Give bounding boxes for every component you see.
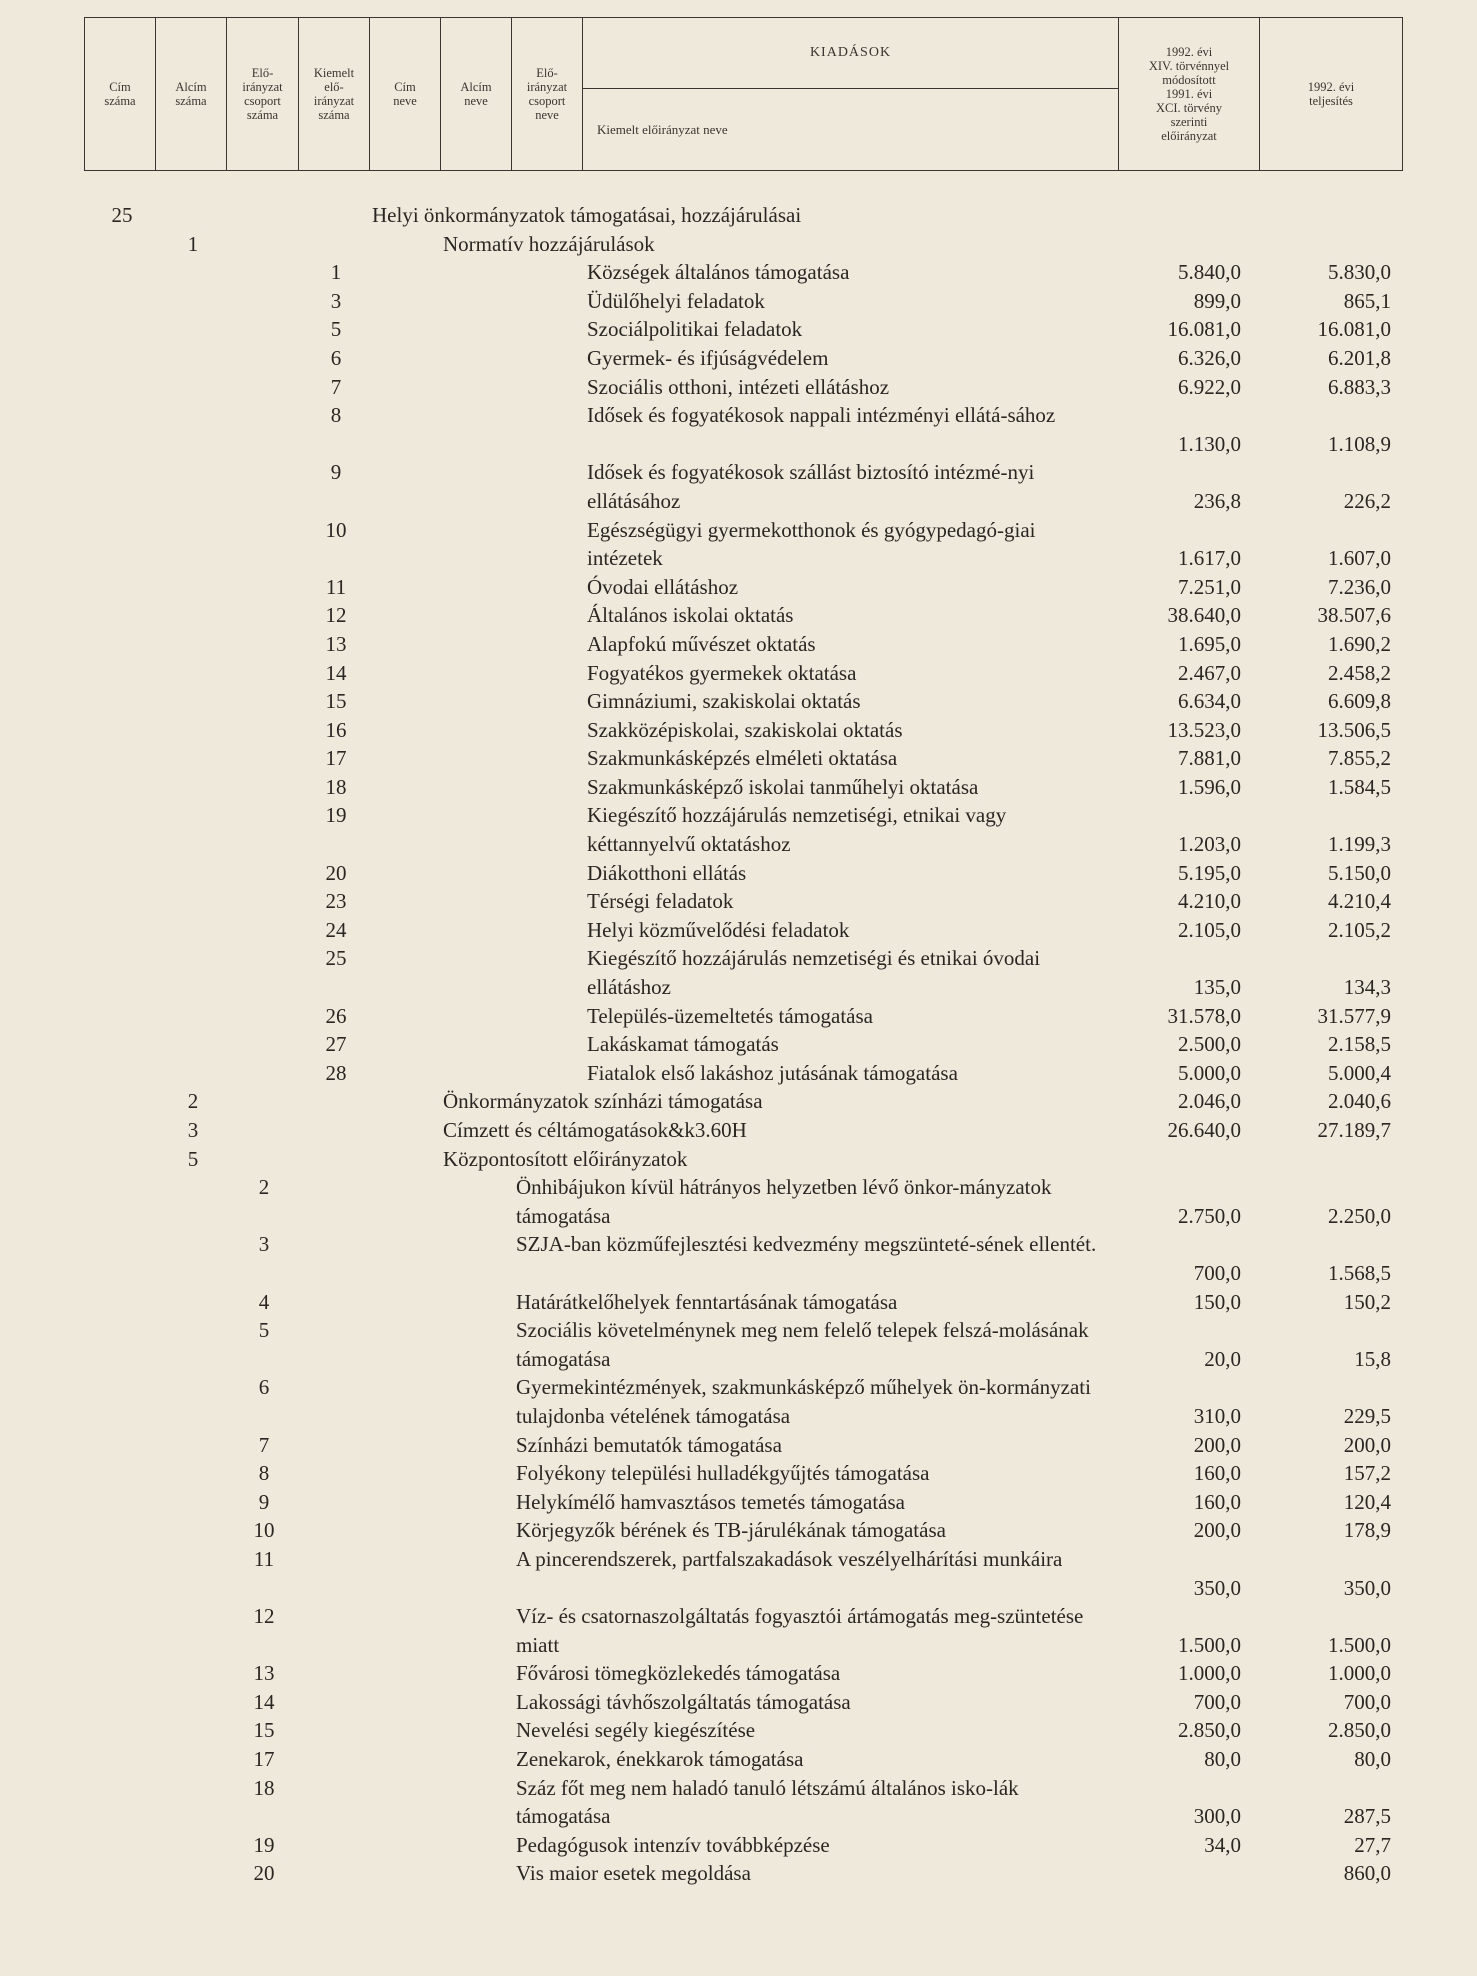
item-name-cell: Kiegészítő hozzájárulás nemzetiségi, etnikai vagy kéttannyelvű oktatáshoz [587,803,1007,857]
table-row [0,201,1477,230]
teljesites-value: 5.000,4 [1328,1060,1391,1085]
table-row [0,1030,1477,1059]
item-name-cell: Fővárosi tömegközlekedés támogatása [516,1661,841,1686]
table-row [0,1288,1477,1317]
eloiranyzat-value: 1.000,0 [1178,1661,1241,1686]
table-row [0,1459,1477,1488]
header-eloiranyzat-1991: 1992. évi XIV. törvénnyel módosított 1991. évi XCI. törvény szerinti előirányzat [1119,18,1260,171]
eloiranyzat-value: 700,0 [1193,1689,1241,1714]
eloiranyzat-value: 899,0 [1193,288,1241,313]
eloiranyzat-value: 1.695,0 [1178,631,1241,656]
kiemelt-szama-cell: 17 [325,746,347,771]
header-kiemelt-eloiranyzat-neve: Kiemelt előirányzat neve [583,89,1119,171]
eloiranyzat-value: 2.850,0 [1178,1718,1241,1743]
teljesites-value: 134,3 [1343,975,1391,1000]
teljesites-value: 7.236,0 [1328,574,1391,599]
kiemelt-szama-cell: 18 [325,774,347,799]
table-row [0,1145,1477,1174]
item-name-cell: Folyékony települési hulladékgyűjtés támogatása [516,1461,930,1486]
item-name-cell: Idősek és fogyatékosok nappali intézményi ellátá-sához [587,403,1056,428]
eloiranyzat-value: 200,0 [1193,1432,1241,1457]
item-name-cell: A pincerendszerek, partfalszakadások veszélyelhárítási munkáira [516,1546,1063,1571]
table-row [0,887,1477,916]
teljesites-value: 13.506,5 [1317,717,1391,742]
csoport-szama-cell: 2 [258,1175,270,1200]
table-row [0,1745,1477,1774]
csoport-szama-cell: 4 [258,1289,270,1314]
csoport-szama-cell: 14 [253,1689,275,1714]
alcim-szama-cell: 1 [187,231,199,256]
teljesites-value: 16.081,0 [1317,317,1391,342]
item-name-cell: Száz főt meg nem haladó tanuló létszámú általános isko-lák támogatása [516,1775,1019,1829]
item-name-cell: Lakáskamat támogatás [587,1032,779,1057]
teljesites-value: 120,4 [1343,1489,1391,1514]
teljesites-value: 287,5 [1343,1804,1391,1829]
eloiranyzat-value: 6.922,0 [1178,374,1241,399]
table-row [0,744,1477,773]
item-name-cell: Vis maior esetek megoldása [516,1861,751,1886]
teljesites-value: 27.189,7 [1317,1118,1391,1142]
csoport-szama-cell: 3 [258,1232,270,1257]
eloiranyzat-value: 5.000,0 [1178,1060,1241,1085]
table-row [0,1716,1477,1745]
item-name-cell: Lakossági távhőszolgáltatás támogatása [516,1689,851,1714]
eloiranyzat-value: 700,0 [1193,1260,1241,1285]
teljesites-value: 2.458,2 [1328,660,1391,685]
eloiranyzat-value: 38.640,0 [1167,603,1241,628]
teljesites-value: 700,0 [1343,1689,1391,1714]
table-row [0,687,1477,716]
eloiranyzat-value: 1.617,0 [1178,546,1241,571]
eloiranyzat-value: 2.750,0 [1178,1203,1241,1228]
kiemelt-szama-cell: 27 [325,1032,347,1057]
item-name-cell: Egészségügyi gyermekotthonok és gyógypedagó-giai intézetek [587,517,1036,571]
teljesites-value: 2.105,2 [1328,917,1391,942]
eloiranyzat-value: 5.840,0 [1178,260,1241,285]
table-row [0,287,1477,316]
item-name-cell: Kiegészítő hozzájárulás nemzetiségi és etnikai óvodai ellátáshoz [587,946,1041,1000]
teljesites-value: 1.584,5 [1328,774,1391,799]
teljesites-value: 1.108,9 [1328,431,1391,456]
header-cim-szama: Cím száma [85,18,156,171]
kiemelt-szama-cell: 8 [330,403,342,428]
table-row [0,630,1477,659]
item-name-cell: Címzett és céltámogatások&k3.60H [443,1118,747,1142]
cim-szama-cell: 25 [111,203,133,227]
table-body [0,201,1477,1888]
eloiranyzat-value: 350,0 [1193,1575,1241,1600]
alcim-szama-cell: 3 [187,1118,199,1142]
kiemelt-szama-cell: 24 [325,917,347,942]
item-name-cell: Gimnáziumi, szakiskolai oktatás [587,689,861,714]
table-row [0,1545,1477,1602]
eloiranyzat-value: 80,0 [1204,1747,1241,1772]
item-name-cell: Községek általános támogatása [587,260,850,285]
eloiranyzat-value: 1.203,0 [1178,832,1241,857]
teljesites-value: 1.199,3 [1328,832,1391,857]
eloiranyzat-value: 26.640,0 [1167,1118,1241,1142]
teljesites-value: 1.690,2 [1328,631,1391,656]
item-name-cell: SZJA-ban közműfejlesztési kedvezmény megszünteté-sének ellentét. [516,1232,1097,1257]
item-name-cell: Nevelési segély kiegészítése [516,1718,756,1743]
csoport-szama-cell: 18 [253,1775,275,1800]
item-name-cell: Település-üzemeltetés támogatása [587,1003,873,1028]
eloiranyzat-value: 1.500,0 [1178,1632,1241,1657]
header-kiadasok: KIADÁSOK [583,18,1119,89]
eloiranyzat-value: 1.596,0 [1178,774,1241,799]
teljesites-value: 7.855,2 [1328,746,1391,771]
table-row [0,373,1477,402]
table-row [0,1659,1477,1688]
teljesites-value: 150,2 [1343,1289,1391,1314]
item-name-cell: Önkormányzatok színházi támogatása [443,1089,763,1114]
item-name-cell: Szakmunkásképző iskolai tanműhelyi oktatása [587,774,979,799]
teljesites-value: 1.607,0 [1328,546,1391,571]
item-name-cell: Szociális követelménynek meg nem felelő telepek felszá-molásának támogatása [516,1318,1089,1371]
table-row [0,1688,1477,1717]
table-row [0,1316,1477,1373]
item-name-cell: Gyermek- és ifjúságvédelem [587,345,829,370]
eloiranyzat-value: 5.195,0 [1178,860,1241,885]
table-row [0,344,1477,373]
csoport-szama-cell: 7 [258,1432,270,1457]
csoport-szama-cell: 6 [258,1375,270,1400]
teljesites-value: 80,0 [1354,1747,1391,1772]
kiemelt-szama-cell: 12 [325,603,347,628]
table-row [0,1516,1477,1545]
alcim-szama-cell: 2 [187,1089,199,1114]
csoport-szama-cell: 5 [258,1318,270,1343]
eloiranyzat-value: 300,0 [1193,1804,1241,1829]
table-row [0,1173,1477,1230]
item-name-cell: Szakmunkásképzés elméleti oktatása [587,746,898,771]
item-name-cell: Helykímélő hamvasztásos temetés támogatása [516,1489,905,1514]
table-row [0,516,1477,573]
table-row [0,458,1477,515]
table-row [0,1488,1477,1517]
teljesites-value: 1.500,0 [1328,1632,1391,1657]
table-row [0,258,1477,287]
teljesites-value: 2.040,6 [1328,1089,1391,1114]
table-row [0,773,1477,802]
item-name-cell: Óvodai ellátáshoz [587,574,739,599]
eloiranyzat-value: 2.105,0 [1178,917,1241,942]
csoport-szama-cell: 19 [253,1832,275,1857]
item-name-cell: Zenekarok, énekkarok támogatása [516,1747,804,1772]
table-row [0,1230,1477,1287]
item-name-cell: Diákotthoni ellátás [587,860,747,885]
item-name-cell: Fogyatékos gyermekek oktatása [587,660,857,685]
item-name-cell: Normatív hozzájárulások [443,231,655,256]
csoport-szama-cell: 10 [253,1518,275,1543]
table-row [0,1116,1477,1145]
teljesites-value: 5.150,0 [1328,860,1391,885]
eloiranyzat-value: 150,0 [1193,1289,1241,1314]
teljesites-value: 4.210,4 [1328,889,1391,914]
header-cim-neve: Cím neve [370,18,441,171]
kiemelt-szama-cell: 11 [325,574,347,599]
alcim-szama-cell: 5 [187,1146,199,1171]
teljesites-value: 6.609,8 [1328,689,1391,714]
teljesites-value: 1.568,5 [1328,1260,1391,1285]
header-alcim-szama: Alcím száma [156,18,227,171]
teljesites-value: 229,5 [1343,1403,1391,1428]
teljesites-value: 2.850,0 [1328,1718,1391,1743]
eloiranyzat-value: 7.881,0 [1178,746,1241,771]
table-row [0,659,1477,688]
item-name-cell: Központosított előirányzatok [443,1146,688,1171]
item-name-cell: Üdülőhelyi feladatok [587,288,765,313]
kiemelt-szama-cell: 25 [325,946,347,971]
kiemelt-szama-cell: 16 [325,717,347,742]
csoport-szama-cell: 15 [253,1718,275,1743]
teljesites-value: 178,9 [1343,1518,1391,1543]
teljesites-value: 38.507,6 [1317,603,1391,628]
item-name-cell: Helyi önkormányzatok támogatásai, hozzájárulásai [372,203,802,227]
csoport-szama-cell: 20 [253,1861,275,1886]
eloiranyzat-value: 160,0 [1193,1489,1241,1514]
item-name-cell: Önhibájukon kívül hátrányos helyzetben lévő önkor-mányzatok támogatása [516,1175,1052,1228]
table-row [0,401,1477,458]
eloiranyzat-value: 6.326,0 [1178,345,1241,370]
table-header [84,17,1402,171]
eloiranyzat-value: 6.634,0 [1178,689,1241,714]
teljesites-value: 5.830,0 [1328,260,1391,285]
csoport-szama-cell: 11 [253,1546,275,1571]
teljesites-value: 27,7 [1354,1832,1391,1857]
table-row [0,1087,1477,1116]
kiemelt-szama-cell: 5 [330,317,342,342]
item-name-cell: Pedagógusok intenzív továbbképzése [516,1832,830,1857]
kiemelt-szama-cell: 3 [330,288,342,313]
item-name-cell: Körjegyzők bérének és TB-járulékának támogatása [516,1518,946,1543]
eloiranyzat-value: 16.081,0 [1167,317,1241,342]
table-row [0,801,1477,858]
item-name-cell: Helyi közművelődési feladatok [587,917,850,942]
teljesites-value: 6.201,8 [1328,345,1391,370]
teljesites-value: 226,2 [1343,488,1391,513]
header-kiemelt-eloiranyzat-szama: Kiemelt elő- irányzat száma [299,18,370,171]
table-row [0,1373,1477,1430]
kiemelt-szama-cell: 14 [325,660,347,685]
teljesites-value: 860,0 [1343,1861,1391,1886]
header-teljesites-1992: 1992. évi teljesítés [1260,18,1403,171]
eloiranyzat-value: 2.500,0 [1178,1032,1241,1057]
table-row [0,315,1477,344]
teljesites-value: 2.158,5 [1328,1032,1391,1057]
csoport-szama-cell: 12 [253,1604,275,1629]
eloiranyzat-value: 2.467,0 [1178,660,1241,685]
kiemelt-szama-cell: 23 [325,889,347,914]
csoport-szama-cell: 8 [258,1461,270,1486]
table-row [0,1602,1477,1659]
table-row [0,1002,1477,1031]
teljesites-value: 1.000,0 [1328,1661,1391,1686]
teljesites-value: 15,8 [1354,1346,1391,1371]
table-row [0,716,1477,745]
table-row [0,1059,1477,1088]
kiemelt-szama-cell: 1 [330,260,342,285]
kiemelt-szama-cell: 20 [325,860,347,885]
item-name-cell: Szociálpolitikai feladatok [587,317,803,342]
kiemelt-szama-cell: 15 [325,689,347,714]
kiemelt-szama-cell: 6 [330,345,342,370]
eloiranyzat-value: 310,0 [1193,1403,1241,1428]
teljesites-value: 200,0 [1343,1432,1391,1457]
eloiranyzat-value: 4.210,0 [1178,889,1241,914]
eloiranyzat-value: 20,0 [1204,1346,1241,1371]
item-name-cell: Szociális otthoni, intézeti ellátáshoz [587,374,890,399]
table-row [0,601,1477,630]
kiemelt-szama-cell: 28 [325,1060,347,1085]
eloiranyzat-value: 160,0 [1193,1461,1241,1486]
table-row [0,1859,1477,1888]
item-name-cell: Gyermekintézmények, szakmunkásképző műhelyek ön-kormányzati tulajdonba vételének támogatása [516,1375,1091,1428]
item-name-cell: Alapfokú művészet oktatás [587,631,816,656]
item-name-cell: Térségi feladatok [587,889,734,914]
item-name-cell: Határátkelőhelyek fenntartásának támogatása [516,1289,898,1314]
item-name-cell: Fiatalok első lakáshoz jutásának támogatása [587,1060,958,1085]
header-alcim-neve: Alcím neve [441,18,512,171]
eloiranyzat-value: 31.578,0 [1167,1003,1241,1028]
kiemelt-szama-cell: 10 [325,517,347,542]
teljesites-value: 157,2 [1343,1461,1391,1486]
table-row [0,944,1477,1001]
eloiranyzat-value: 135,0 [1193,975,1241,1000]
item-name-cell: Idősek és fogyatékosok szállást biztosító intézmé-nyi ellátásához [587,460,1035,513]
table-row [0,916,1477,945]
teljesites-value: 865,1 [1343,288,1391,313]
eloiranyzat-value: 1.130,0 [1178,431,1241,456]
eloiranyzat-value: 236,8 [1193,488,1241,513]
kiemelt-szama-cell: 26 [325,1003,347,1028]
item-name-cell: Általános iskolai oktatás [587,603,794,628]
eloiranyzat-value: 13.523,0 [1167,717,1241,742]
table-row [0,1431,1477,1460]
teljesites-value: 31.577,9 [1317,1003,1391,1028]
item-name-cell: Színházi bemutatók támogatása [516,1432,782,1457]
eloiranyzat-value: 200,0 [1193,1518,1241,1543]
kiemelt-szama-cell: 7 [330,374,342,399]
kiemelt-szama-cell: 13 [325,631,347,656]
table-row [0,1774,1477,1831]
table-row [0,859,1477,888]
eloiranyzat-value: 34,0 [1204,1832,1241,1857]
item-name-cell: Víz- és csatornaszolgáltatás fogyasztói ártámogatás meg-szüntetése miatt [516,1604,1084,1657]
kiemelt-szama-cell: 9 [330,460,342,485]
eloiranyzat-value: 2.046,0 [1178,1089,1241,1114]
table-row [0,1831,1477,1860]
teljesites-value: 6.883,3 [1328,374,1391,399]
csoport-szama-cell: 9 [258,1489,270,1514]
teljesites-value: 2.250,0 [1328,1203,1391,1228]
item-name-cell: Szakközépiskolai, szakiskolai oktatás [587,717,903,742]
table-row [0,230,1477,259]
table-row [0,573,1477,602]
header-eloiranyzat-csoport-neve: Elő- irányzat csoport neve [512,18,583,171]
kiemelt-szama-cell: 19 [325,803,347,828]
header-eloiranyzat-csoport-szama: Elő- irányzat csoport száma [227,18,299,171]
csoport-szama-cell: 13 [253,1661,275,1686]
eloiranyzat-value: 7.251,0 [1178,574,1241,599]
teljesites-value: 350,0 [1343,1575,1391,1600]
csoport-szama-cell: 17 [253,1747,275,1772]
